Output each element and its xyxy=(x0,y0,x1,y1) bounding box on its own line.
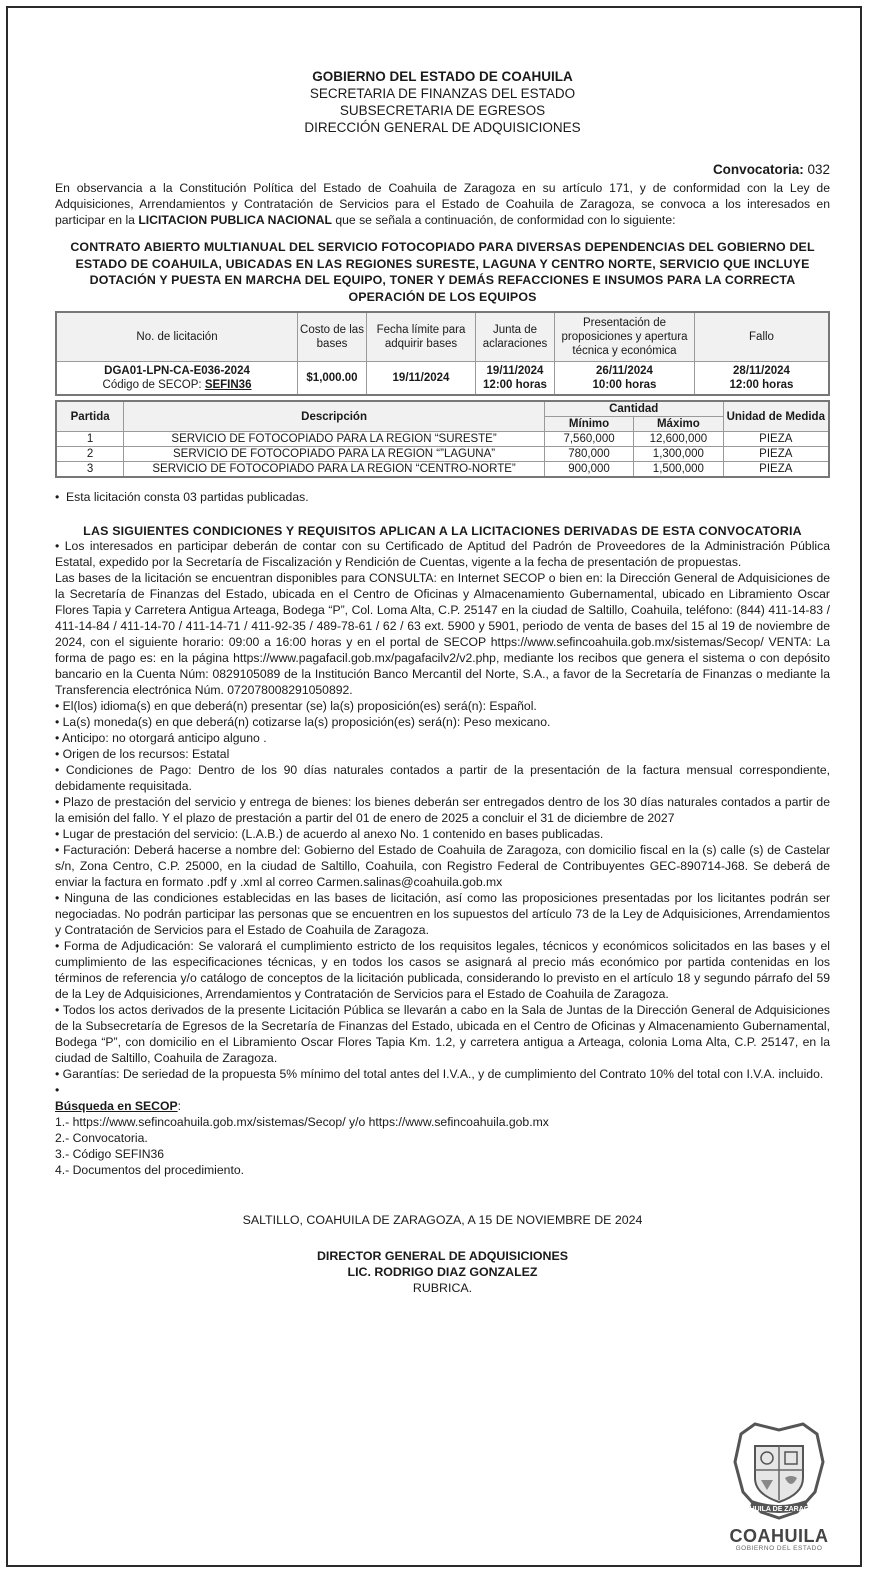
logo-name: COAHUILA xyxy=(729,1526,829,1546)
signature-position: DIRECTOR GENERAL DE ADQUISICIONES xyxy=(316,1249,569,1263)
logo-ribbon-text: COAHUILA DE ZARAGOZA xyxy=(734,1506,824,1513)
search-item: 2.- Convocatoria. xyxy=(55,1131,148,1145)
document-header xyxy=(55,68,830,136)
row-minimo: 900,000 xyxy=(544,462,633,478)
th-presentacion: Presentación de proposiciones y apertura técnica y económica xyxy=(555,312,695,362)
row-descripcion: SERVICIO DE FOTOCOPIADO PARA LA REGION “CENTRO-NORTE” xyxy=(124,462,545,478)
tender-presentacion-cell xyxy=(555,362,695,396)
coat-of-arms-icon xyxy=(727,1418,831,1522)
th-fecha: Fecha límite para adquirir bases xyxy=(367,312,476,362)
row-unidad: PIEZA xyxy=(723,462,829,478)
row-partida: 3 xyxy=(56,462,124,478)
row-maximo: 1,300,000 xyxy=(634,447,723,462)
condition-item: • xyxy=(55,1083,60,1097)
th-unidad: Unidad de Medida xyxy=(723,401,829,432)
search-item: 3.- Código SEFIN36 xyxy=(55,1147,165,1161)
row-unidad: PIEZA xyxy=(723,432,829,447)
header-direccion: DIRECCIÓN GENERAL DE ADQUISICIONES xyxy=(304,120,581,135)
intro-bold: LICITACION PUBLICA NACIONAL xyxy=(138,213,332,227)
tender-junta-cell xyxy=(476,362,555,396)
secop-search: Búsqueda en SECOP: 1.- https://www.sefincoahuila.gob.mx/sistemas/Secop/ y/o https://www.sefincoahuila.gob.mx 2.- Convocatoria. 3.- Código SEFIN36 4.- Documentos del procedimiento. xyxy=(55,1098,830,1178)
partidas-note: • Esta licitación consta 03 partidas publicadas. xyxy=(55,490,309,504)
th-cantidad: Cantidad xyxy=(544,401,723,417)
th-partida: Partida xyxy=(56,401,124,432)
junta-time: 12:00 horas xyxy=(483,379,547,391)
row-unidad: PIEZA xyxy=(723,447,829,462)
intro-paragraph xyxy=(55,180,830,228)
convocatoria-label: Convocatoria: xyxy=(712,162,804,177)
table-row xyxy=(56,462,829,478)
condition-item: • Lugar de prestación del servicio: (L.A.B.) de acuerdo al anexo No. 1 contenido en bases publicadas. xyxy=(55,827,604,841)
items-table xyxy=(55,400,830,478)
table-row xyxy=(56,447,829,462)
condition-item: • Los interesados en participar deberán de contar con su Certificado de Aptitud del Padrón de Proveedores de la Administración Pública Estatal, expedido por la Secretaría de Fiscalización y Rendición de Cuentas, vigente a la fecha de presentación de propuestas. xyxy=(55,539,830,569)
tender-deadline: 19/11/2024 xyxy=(367,362,476,396)
condition-item: • Anticipo: no otorgará anticipo alguno . xyxy=(55,731,267,745)
secop-code-line xyxy=(59,378,295,392)
table-row xyxy=(56,432,829,447)
condition-item: • Condiciones de Pago: Dentro de los 90 días naturales contados a partir de la presentación de la factura mensual correspondiente, debidamente requisitada. xyxy=(55,763,830,793)
row-partida: 1 xyxy=(56,432,124,447)
intro-text: En observancia a la Constitución Política del Estado de Coahuila de Zaragoza en su artículo 171, y de conformidad con la Ley de Adquisiciones, Arrendamientos y Contratación de Servicios para el Estado de Coahuila de Zaragoza, se convoca a los interesados en participar en la xyxy=(55,181,830,227)
contract-title: CONTRATO ABIERTO MULTIANUAL DEL SERVICIO FOTOCOPIADO PARA DIVERSAS DEPENDENCIAS DEL GOBIERNO DEL ESTADO DE COAHUILA, UBICADAS EN LAS REGIONES SURESTE, LAGUNA Y CENTRO NORTE, SERVICIO QUE INCLUYE DOTACIÓN Y PUESTA EN MARCHA DEL EQUIPO, TONER Y DEMÁS REFACCIONES E INSUMOS PARA LA CORRECTA OPERACIÓN DE LOS EQUIPOS xyxy=(70,240,815,304)
secop-label: Código de SECOP: xyxy=(102,379,202,391)
presentacion-date: 26/11/2024 xyxy=(596,365,653,377)
presentacion-time: 10:00 horas xyxy=(592,379,657,391)
tender-number-cell xyxy=(56,362,298,396)
logo-subtitle: GOBIERNO DEL ESTADO xyxy=(735,1545,823,1552)
condition-item: • Ninguna de las condiciones establecidas en las bases de licitación, así como las proposiciones presentadas por los licitantes podrán ser negociadas. No podrán participar las personas que se encuentren en los supuestos del artículo 73 de la Ley de Adquisiciones, Arrendamientos y Contratación de Servicios para el Estado de Coahuila de Zaragoza. xyxy=(55,891,830,937)
row-maximo: 1,500,000 xyxy=(634,462,723,478)
conditions-list xyxy=(55,538,830,1098)
condition-item: • Facturación: Deberá hacerse a nombre del: Gobierno del Estado de Coahuila de Zaragoza, con domicilio fiscal en la (s) calle (s) de Castelar s/n, Zona Centro, C.P. 25000, en la ciudad de Saltillo, Coahuila, con Registro Federal de Contribuyentes GEC-890714-J68. Se deberá de enviar la factura en formato .pdf y .xml al correo Carmen.salinas@coahuila.gob.mx xyxy=(55,843,830,889)
condition-item: • Todos los actos derivados de la presente Licitación Pública se llevarán a cabo en la Sala de Juntas de la Dirección General de Adquisiciones de la Subsecretaría de Egresos de la Secretaría de Finanzas del Estado, ubicada en el Centro de Oficinas y Almacenamiento Gubernamental, Bodega “P”, con domicilio en el Libramiento Oscar Flores Tapia Km. 1.2, y carretera antigua a Arteaga, colonia Loma Alta, C.P. 25147, en la ciudad de Saltillo, Coahuila de Zaragoza. xyxy=(55,1003,830,1065)
condition-item: • Plazo de prestación del servicio y entrega de bienes: los bienes deberán ser entregados dentro de los 30 días naturales contados a partir de la emisión del fallo. Y el plazo de prestación a partir del 01 de enero de 2025 a concluir el 31 de diciembre de 2027 xyxy=(55,795,830,825)
condition-item: Las bases de la licitación se encuentran disponibles para CONSULTA: en Internet SECOP o bien en: la Dirección General de Adquisiciones de la Secretaría de Finanzas del Estado, ubicada en el Centro de Oficinas y Almacenamiento Gubernamental, ubicado en Libramiento Oscar Flores Tapia y Carretera Antigua Arteaga, Bodega “P”, Col. Loma Alta, C.P. 25147 en la ciudad de Saltillo, Coahuila, teléfono: (844) 411-14-83 / 411-14-84 / 411-14-70 / 411-14-71 / 411-92-35 / 489-78-61 / 62 / 63 ext. 5900 y 5901, periodo de venta de bases del 15 al 19 de noviembre de 2024, con el siguiente horario: 09:00 a 16:00 horas y en el portal de SECOP https://www.sefincoahuila.gob.mx/sistemas/Secop/ VENTA: La forma de pago es: en la página https://www.pagafacil.gob.mx/pagafacilv2/v2.php, mediante los recibos que genera el sistema o con depósito bancario en la Cuenta Núm: 0829105089 de la Institución Banco Mercantil del Norte, S.A., a favor de la Secretaría de Finanzas o mediante la Transferencia electrónica Núm. 072078008291050892. xyxy=(55,571,830,697)
partidas-note-text: Esta licitación consta 03 partidas publicadas. xyxy=(66,490,309,504)
th-fallo: Fallo xyxy=(695,312,830,362)
condition-item: • El(los) idioma(s) en que deberá(n) presentar (se) la(s) proposición(es) será(n): Español. xyxy=(55,699,537,713)
convocatoria-value: 032 xyxy=(807,162,830,177)
conditions-heading: LAS SIGUIENTES CONDICIONES Y REQUISITOS APLICAN A LA LICITACIONES DERIVADAS DE ESTA CONVOCATORIA xyxy=(83,524,802,538)
junta-date: 19/11/2024 xyxy=(486,365,544,377)
th-numero: No. de licitación xyxy=(56,312,298,362)
tender-cost: $1,000.00 xyxy=(298,362,367,396)
document-body xyxy=(55,68,830,1296)
row-maximo: 12,600,000 xyxy=(634,432,723,447)
row-partida: 2 xyxy=(56,447,124,462)
th-minimo: Mínimo xyxy=(544,417,633,432)
th-junta: Junta de aclaraciones xyxy=(476,312,555,362)
tender-table xyxy=(55,311,830,396)
fallo-date: 28/11/2024 xyxy=(733,365,790,377)
condition-item: • La(s) moneda(s) en que deberá(n) cotizarse la(s) proposición(es) será(n): Peso mexicano. xyxy=(55,715,551,729)
signature-name: LIC. RODRIGO DIAZ GONZALEZ xyxy=(347,1265,538,1279)
th-maximo: Máximo xyxy=(634,417,723,432)
tender-number: DGA01-LPN-CA-E036-2024 xyxy=(104,365,250,377)
secop-code: SEFIN36 xyxy=(204,379,252,391)
signature-rubrica: RUBRICA. xyxy=(412,1281,473,1295)
search-item: 1.- https://www.sefincoahuila.gob.mx/sistemas/Secop/ y/o https://www.sefincoahuila.gob.mx xyxy=(55,1115,549,1129)
place-date: SALTILLO, COAHUILA DE ZARAGOZA, A 15 DE NOVIEMBRE DE 2024 xyxy=(242,1213,643,1227)
header-secretaria: SECRETARIA DE FINANZAS DEL ESTADO xyxy=(309,86,576,101)
header-government: GOBIERNO DEL ESTADO DE COAHUILA xyxy=(312,69,573,84)
condition-item: • Origen de los recursos: Estatal xyxy=(55,747,230,761)
fallo-time: 12:00 horas xyxy=(729,379,794,391)
tender-fallo-cell xyxy=(695,362,830,396)
coahuila-logo xyxy=(727,1418,831,1552)
condition-item: • Forma de Adjudicación: Se valorará el cumplimiento estricto de los requisitos legales, técnicos y económicos solicitados en las bases y el cumplimiento de las especificaciones técnicas, y en todos los casos se asignará al precio más económico por partida contenidas en los términos de referencia y/o catálogo de conceptos de la licitación publicada, considerando lo previsto en el artículo 18 y segundo párrafo del 59 de la Ley de Adquisiciones, Arrendamientos y Contratación de Servicios para el Estado de Coahuila de Zaragoza. xyxy=(55,939,830,1001)
intro-text-end: que se señala a continuación, de conformidad con lo siguiente: xyxy=(331,213,676,227)
condition-item: • Garantías: De seriedad de la propuesta 5% mínimo del total antes del I.V.A., y de cumplimiento del Contrato 10% del total con I.V.A. incluido. xyxy=(55,1067,824,1081)
search-item: 4.- Documentos del procedimiento. xyxy=(55,1163,245,1177)
row-descripcion: SERVICIO DE FOTOCOPIADO PARA LA REGION “”LAGUNA” xyxy=(124,447,545,462)
row-minimo: 7,560,000 xyxy=(544,432,633,447)
row-descripcion: SERVICIO DE FOTOCOPIADO PARA LA REGION “SURESTE” xyxy=(124,432,545,447)
search-title: Búsqueda en SECOP xyxy=(55,1099,178,1113)
th-descripcion: Descripción xyxy=(124,401,545,432)
convocatoria-number xyxy=(55,162,830,177)
row-minimo: 780,000 xyxy=(544,447,633,462)
header-subsecretaria: SUBSECRETARIA DE EGRESOS xyxy=(339,103,546,118)
signature-block xyxy=(55,1248,830,1296)
th-costo: Costo de las bases xyxy=(298,312,367,362)
